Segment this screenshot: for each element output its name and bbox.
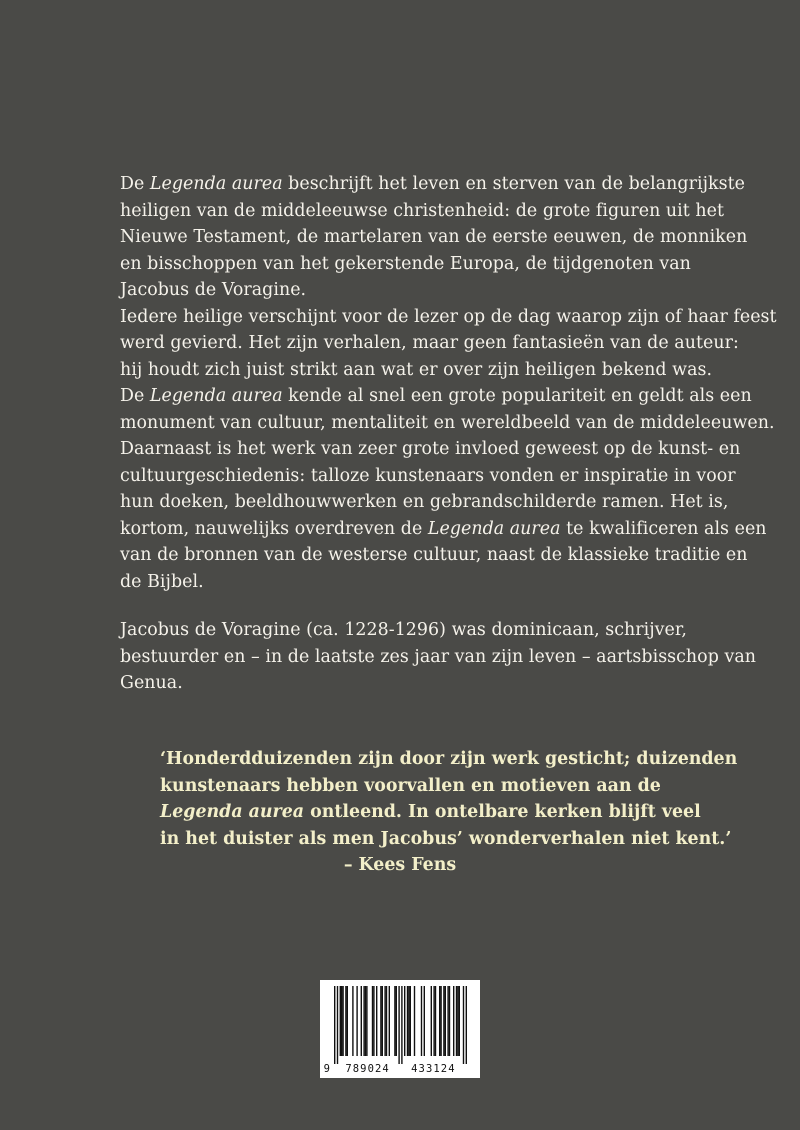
book-title-italic: Legenda aurea	[427, 518, 561, 539]
barcode-bar	[410, 986, 411, 1056]
barcode-bar	[341, 986, 342, 1056]
barcode-bar	[352, 986, 353, 1056]
book-title-italic: Legenda aurea	[149, 174, 283, 194]
review-quote: ‘Honderdduizenden zijn door zijn werk gesticht; duizenden kunstenaars hebben voorvallen en motieven aan de Legenda aurea ontleend. In ontelbare kerken blijft veel in het duister als men Jacobus’ wonderverhalen niet kent.’ – Kees Fens	[160, 746, 640, 879]
barcode-bar	[347, 986, 348, 1056]
barcode-bar	[384, 986, 385, 1056]
barcode-bar	[363, 986, 364, 1056]
barcode-bar	[435, 986, 436, 1056]
description-paragraph-4: Daarnaast is het werk van zeer grote invloed geweest op de kunst- en cultuurgeschiedenis: talloze kunstenaars vonden er inspiratie in voor hun doeken, beeldhouwwerken en gebrandschilderde ramen. Het is, kortom, nauwelijks overdreven de Legenda aurea te kwalificeren als een van de bronnen van de westerse cultuur, naast de klassieke traditie en de Bijbel.	[120, 439, 767, 592]
barcode-bar	[449, 986, 450, 1056]
barcode-bar	[334, 986, 335, 1064]
barcode-bar	[414, 986, 415, 1056]
description-paragraph-2: Iedere heilige verschijnt voor de lezer op de dag waarop zijn of haar feest werd gevierd. Het zijn verhalen, maar geen fantasieën van de auteur: hij houdt zich juist strikt aan wat er over zijn heiligen bekend was.	[120, 306, 777, 380]
barcode-bar	[443, 986, 444, 1056]
barcode-bar	[440, 986, 441, 1056]
barcode-bar	[431, 986, 432, 1056]
barcode-bar	[373, 986, 374, 1056]
barcode-bar	[337, 986, 338, 1064]
barcode-bar	[366, 986, 367, 1056]
barcode-bar	[421, 986, 422, 1056]
barcode-bar	[439, 986, 440, 1056]
author-bio: Jacobus de Voragine (ca. 1228-1296) was dominicaan, schrijver, bestuurder en – in de laatste zes jaar van zijn leven – aartsbisschop van Genua.	[120, 620, 757, 693]
barcode-bar	[424, 986, 425, 1056]
isbn-barcode	[320, 980, 480, 1078]
barcode-bar	[386, 986, 387, 1056]
barcode-bar	[372, 986, 373, 1056]
barcode-bar	[382, 986, 383, 1056]
barcode-bar	[408, 986, 409, 1056]
barcode-digits: 789024	[345, 1063, 390, 1075]
barcode-bar	[457, 986, 458, 1056]
barcode-bar	[398, 986, 399, 1064]
barcode-bar	[407, 986, 408, 1056]
barcode-bar	[361, 986, 362, 1056]
barcode-bar	[466, 986, 467, 1064]
book-title-italic: Legenda aurea	[160, 802, 305, 822]
barcode-bar	[456, 986, 457, 1056]
barcode-bar	[342, 986, 343, 1056]
paragraph-spacer	[120, 595, 720, 617]
barcode-bar	[376, 986, 377, 1056]
barcode-bar	[447, 986, 448, 1056]
barcode-bar	[453, 986, 454, 1056]
barcode-graphic	[320, 980, 480, 1078]
barcode-bar	[345, 986, 346, 1056]
barcode-bar	[445, 986, 446, 1056]
barcode-bar	[389, 986, 390, 1056]
barcode-bar	[380, 986, 381, 1056]
quote-attribution: – Kees Fens	[343, 855, 457, 875]
barcode-bar	[365, 986, 366, 1056]
book-description	[120, 171, 777, 697]
description-paragraph-1: De Legenda aurea beschrijft het leven en sterven van de belangrijkste heiligen van de middeleeuwse christenheid: de grote figuren uit het Nieuwe Testament, de martelaren van de eerste eeuwen, de monniken en bisschoppen van het gekerstende Europa, de tijdgenoten van Jacobus de Voragine.	[120, 174, 748, 300]
barcode-digits: 433124	[411, 1063, 456, 1075]
barcode-bar	[401, 986, 402, 1064]
barcode-digits: 9	[323, 1063, 331, 1075]
barcode-bar	[396, 986, 397, 1056]
barcode-bar	[404, 986, 405, 1056]
barcode-bar	[394, 986, 395, 1056]
book-title-italic: Legenda aurea	[149, 386, 283, 406]
barcode-bar	[463, 986, 464, 1064]
barcode-bar	[433, 986, 434, 1056]
barcode-bar	[340, 986, 341, 1056]
description-paragraph-3: De Legenda aurea kende al snel een grote populariteit en geldt als een monument van cultuur, mentaliteit en wereldbeeld van de middeleeuwen.	[120, 386, 775, 433]
barcode-bar	[356, 986, 357, 1056]
barcode-bar	[459, 986, 460, 1056]
